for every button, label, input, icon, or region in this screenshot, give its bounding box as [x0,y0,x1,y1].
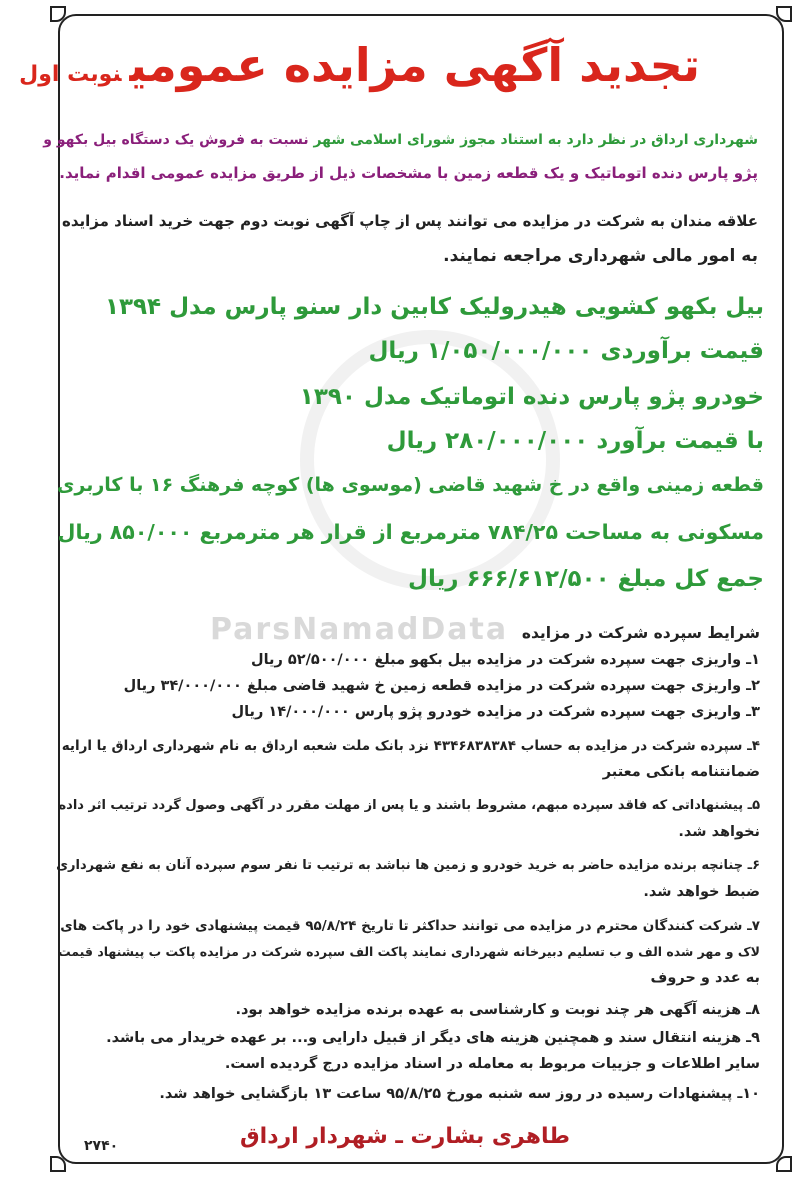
item-line: با قیمت برآورد ۲۸۰/۰۰۰/۰۰۰ ریال [386,428,764,454]
condition-line: ضبط خواهد شد. [643,884,760,900]
condition-line: ۳ـ واریزی جهت سپرده شرکت در مزایده خودرو پژو پارس ۱۴/۰۰۰/۰۰۰ ریال [231,704,760,720]
conditions-heading: شرایط سپرده شرکت در مزایده [521,624,760,642]
item-line: مسکونی به مساحت ۷۸۴/۲۵ مترمربع از قرار هر مترمربع ۸۵۰/۰۰۰ ریال [57,520,764,544]
item-line: قطعه زمینی واقع در خ شهید قاضی (موسوی ها) کوچه فرهنگ ۱۶ با کاربری [56,474,764,496]
condition-line: به عدد و حروف [650,970,760,986]
condition-line: ۸ـ هزینه آگهی هر چند نوبت و کارشناسی به عهده برنده مزایده خواهد بود. [235,1002,760,1018]
notice-title [19,38,700,92]
condition-line: ۷ـ شرکت کنندگان محترم در مزایده می توانند حداکثر تا تاریخ ۹۵/۸/۲۴ قیمت پیشنهادی خود را در پاکت های [60,918,760,934]
notice-line-2: به امور مالی شهرداری مراجعه نمایند. [443,246,758,266]
intro-text: نسبت به فروش یک دستگاه بیل بکهو و [43,132,314,148]
condition-line: ۹ـ هزینه انتقال سند و همچنین هزینه های دیگر از قبیل دارایی و... بر عهده خریدار می باشد. [106,1030,760,1046]
intro-line-1 [43,132,758,148]
item-line: جمع کل مبلغ ۶۶۶/۶۱۲/۵۰۰ ریال [407,566,764,592]
item-line: بیل بکهو کشویی هیدرولیک کابین دار سنو پارس مدل ۱۳۹۴ [104,294,764,320]
notice-line-1: علاقه مندان به شرکت در مزایده می توانند پس از چاپ آگهی نوبت دوم جهت خرید اسناد مزایده [62,212,758,230]
condition-line: ۶ـ چنانچه برنده مزایده حاضر به خرید خودرو و زمین ها نباشد به ترتیب تا نفر سوم سپرده آنان به نفع شهرداری [56,858,760,873]
condition-line: ۱ـ واریزی جهت سپرده شرکت در مزایده بیل بکهو مبلغ ۵۲/۵۰۰/۰۰۰ ریال [251,652,760,668]
frame-corner [776,1156,792,1172]
watermark-text: ParsNamadData [210,612,509,647]
condition-line: سایر اطلاعات و جزییات مربوط به معامله در اسناد مزایده درج گردیده است. [224,1056,760,1072]
condition-line: ۵ـ پیشنهاداتی که فاقد سپرده مبهم، مشروط باشند و یا پس از مهلت مقرر در آگهی وصول گردد ترتیب اثر داده [58,798,760,813]
condition-line: نخواهد شد. [678,824,760,840]
item-line: قیمت برآوردی ۱/۰۵۰/۰۰۰/۰۰۰ ریال [368,338,764,364]
condition-line: ۴ـ سپرده شرکت در مزایده به حساب ۴۳۴۶۸۳۸۳۸۴ نزد بانک ملت شعبه ارداق به نام شهرداری ارداق یا ارایه [61,738,760,754]
title-round: نوبت اول [19,62,122,87]
title-main: تجدید آگهی مزایده عمومی [129,38,700,92]
intro-line-2 [59,164,758,182]
intro-text: شهرداری ارداق در نظر دارد به استناد مجوز شورای اسلامی شهر [313,132,758,148]
condition-line: ۱۰ـ پیشنهادات رسیده در روز سه شنبه مورخ ۹۵/۸/۲۵ ساعت ۱۳ بازگشایی خواهد شد. [159,1086,760,1102]
condition-line: ۲ـ واریزی جهت سپرده شرکت در مزایده قطعه زمین خ شهید قاضی مبلغ ۳۴/۰۰۰/۰۰۰ ریال [123,678,760,694]
intro-text: از طریق مزایده عمومی اقدام نماید. [59,164,330,182]
notice-code: ۲۷۴۰ [84,1138,119,1154]
condition-line: لاک و مهر شده الف و ب تسلیم دبیرخانه شهرداری نمایند پاکت الف سپرده شرکت در مزایده پاکت ب پیشنهاد قیمت [58,944,760,959]
item-line: خودرو پژو پارس دنده اتوماتیک مدل ۱۳۹۰ [299,384,764,410]
watermark-seal-icon [300,330,560,590]
intro-text: پژو پارس دنده اتوماتیک و یک قطعه زمین با مشخصات ذیل [329,164,758,182]
signature: طاهری بشارت ـ شهردار ارداق [240,1124,570,1149]
condition-line: ضمانتنامه بانکی معتبر [602,764,760,780]
